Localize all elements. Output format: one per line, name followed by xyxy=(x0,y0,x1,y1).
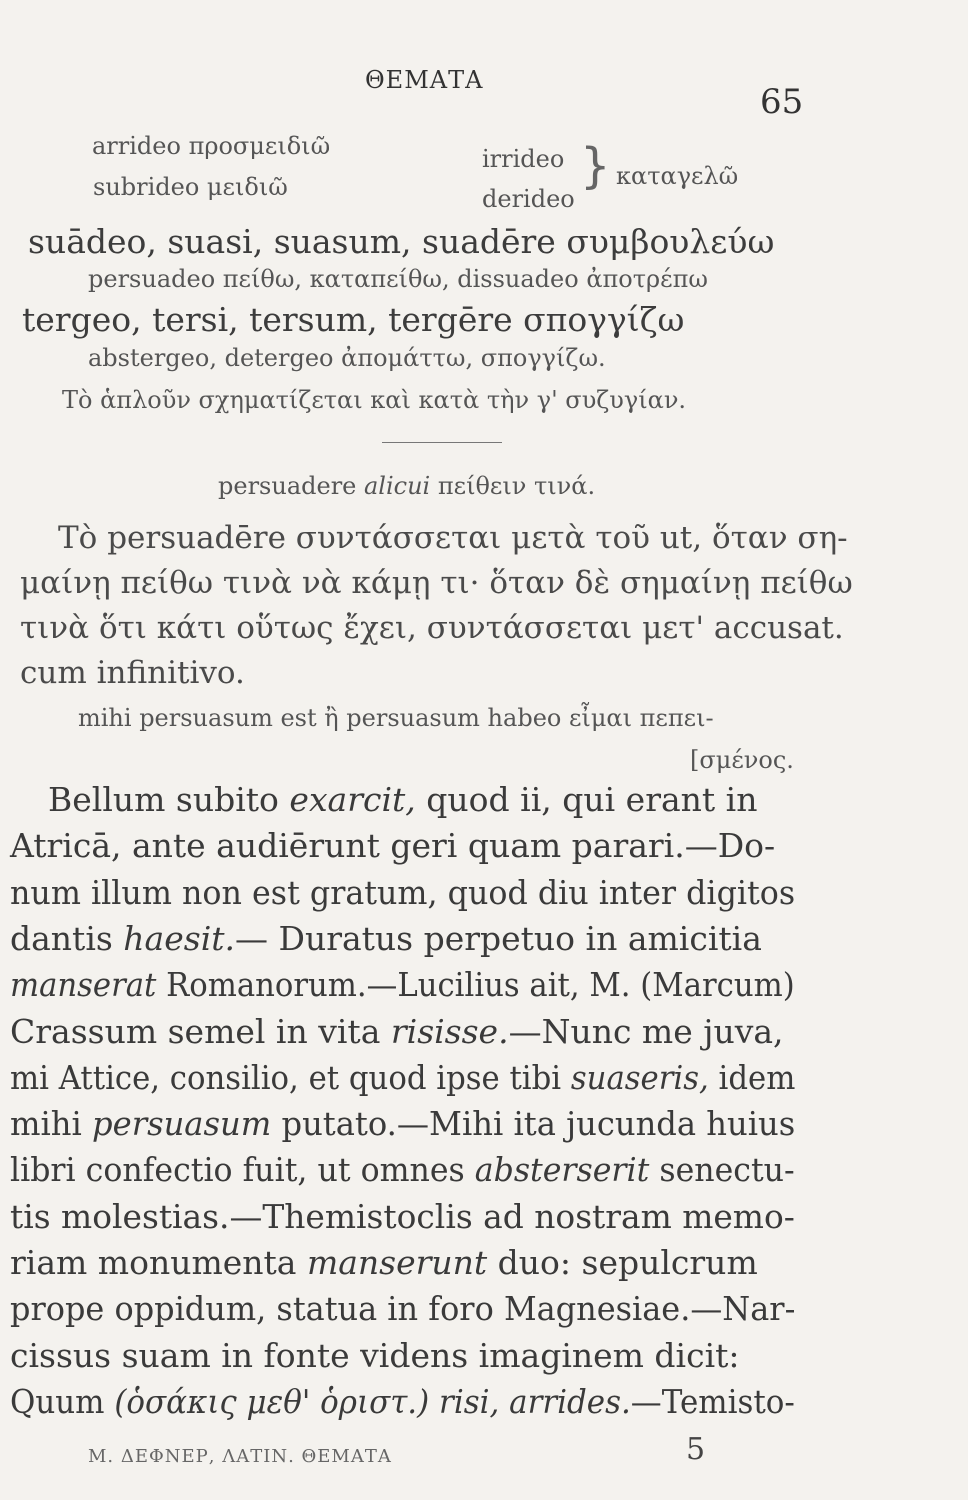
italic-word: manserat xyxy=(10,965,157,1005)
persuadere-line-4: cum infinitivo. xyxy=(20,655,245,691)
text-run: Atricā, ante audiērunt geri quam parari.—Do- xyxy=(10,826,776,866)
running-header: ΘΕΜΑΤΑ xyxy=(365,66,484,94)
exercise-line xyxy=(10,1289,795,1328)
persuadere-heading xyxy=(218,472,595,500)
text-run: putato.—Mihi ita jucunda huius xyxy=(271,1104,796,1144)
vocab-tergeo: tergeo, tersi, tersum, tergēre σπογγίζω xyxy=(22,300,685,339)
vocab-derideo: derideo xyxy=(482,185,575,213)
italic-word: absterserit xyxy=(474,1150,650,1190)
italic-word: exarcit, xyxy=(289,780,416,819)
text-run: mi Attice, consilio, et quod ipse tibi xyxy=(10,1057,571,1097)
exercise-line xyxy=(10,873,795,912)
italic-word: persuasum xyxy=(92,1104,272,1144)
brace-icon: } xyxy=(580,138,611,194)
text-run: Crassum semel in vita xyxy=(10,1011,391,1051)
vocab-irrideo: irrideo xyxy=(482,145,565,173)
text-run: duo: sepulcrum xyxy=(487,1243,758,1282)
italic-word: manserunt xyxy=(306,1243,488,1282)
persuadere-line-1: Τὸ persuadēre συντάσσεται μετὰ τοῦ ut, ὅταν ση- xyxy=(58,520,848,556)
text-run: tis molestias.—Themistoclis ad nostram memo- xyxy=(10,1196,795,1236)
exercise-line xyxy=(10,1058,795,1097)
vocab-persuadeo: persuadeo πείθω, καταπείθω, dissuadeo ἀποτρέπω xyxy=(88,265,708,293)
text-run: —Temisto- xyxy=(630,1381,795,1421)
italic-word: suaseris, xyxy=(570,1057,709,1097)
text-run: cissus suam in fonte videns imaginem dicit: xyxy=(10,1335,740,1375)
exercise-line xyxy=(10,1104,795,1143)
text-run: riam monumenta xyxy=(10,1243,307,1282)
exercise-line xyxy=(10,1336,740,1375)
text-run xyxy=(429,1382,439,1421)
text-run: dantis xyxy=(10,918,124,958)
vocab-abstergeo: abstergeo, detergeo ἀπομάττω, σπογγίζω. xyxy=(88,344,606,372)
text-run: —Nunc me juva, xyxy=(508,1011,784,1051)
mihi-persuasum-end: [σμένος. xyxy=(690,746,794,774)
persuadere-line-3: τινὰ ὅτι κάτι οὕτως ἔχει, συντάσσεται μετ' accusat. xyxy=(20,610,844,646)
text-run: Bellum subito xyxy=(48,780,290,819)
vocab-note: Τὸ ἁπλοῦν σχηματίζεται καὶ κατὰ τὴν γ' συζυγίαν. xyxy=(62,386,687,414)
exercise-line xyxy=(10,1382,795,1421)
text-run: senectu- xyxy=(649,1150,795,1190)
heading-part-italic: alicui xyxy=(364,472,431,500)
exercise-line xyxy=(10,1243,758,1282)
heading-part: πείθειν τινά. xyxy=(430,472,596,500)
exercise-line xyxy=(10,826,775,865)
exercise-line xyxy=(10,965,795,1004)
text-run: Quum xyxy=(10,1381,115,1421)
text-run: quod ii, qui erant in xyxy=(415,780,758,819)
exercise-line xyxy=(10,1012,784,1051)
italic-word: haesit. xyxy=(123,918,235,958)
exercise-line xyxy=(48,780,757,819)
exercise-line xyxy=(10,1150,795,1189)
vocab-arrideo: arrideo προσμειδιῶ xyxy=(92,132,331,160)
vocab-suadeo: suādeo, suasi, suasum, suadēre συμβουλεύω xyxy=(28,222,775,261)
footer-title: Μ. ΔΕΦΝΕΡ, ΛΑΤΙΝ. ΘΕΜΑΤΑ xyxy=(88,1446,392,1467)
vocab-katagelo: καταγελῶ xyxy=(616,162,739,190)
text-run: prope oppidum, statua in foro Magnesiae.—Nar- xyxy=(10,1289,796,1329)
text-run: libri confectio fuit, ut omnes xyxy=(10,1150,475,1190)
text-run: Romanorum.—Lucilius ait, M. (Marcum) xyxy=(156,965,795,1005)
text-run: mihi xyxy=(10,1104,93,1144)
section-divider xyxy=(382,442,502,443)
mihi-persuasum-line: mihi persuasum est ἢ persuasum habeo εἶμαι πεπει- xyxy=(78,704,714,732)
italic-word: risisse. xyxy=(390,1011,509,1051)
italic-word: (ὁσάκις μεθ' ὁριστ.) xyxy=(114,1381,430,1421)
text-run: idem xyxy=(708,1057,796,1097)
italic-word: risi, arrides. xyxy=(439,1381,631,1421)
heading-part: persuadere xyxy=(218,472,364,500)
text-run: — Duratus perpetuo in amicitia xyxy=(235,918,762,958)
page-number: 65 xyxy=(760,82,804,122)
persuadere-line-2: μαίνῃ πείθω τινὰ νὰ κάμῃ τι· ὅταν δὲ σημαίνῃ πείθω xyxy=(20,565,853,601)
signature-number: 5 xyxy=(686,1432,706,1467)
text-run: num illum non est gratum, quod diu inter digitos xyxy=(10,872,796,912)
vocab-subrideo: subrideo μειδιῶ xyxy=(93,173,288,201)
exercise-line xyxy=(10,1197,795,1236)
exercise-line xyxy=(10,919,762,958)
